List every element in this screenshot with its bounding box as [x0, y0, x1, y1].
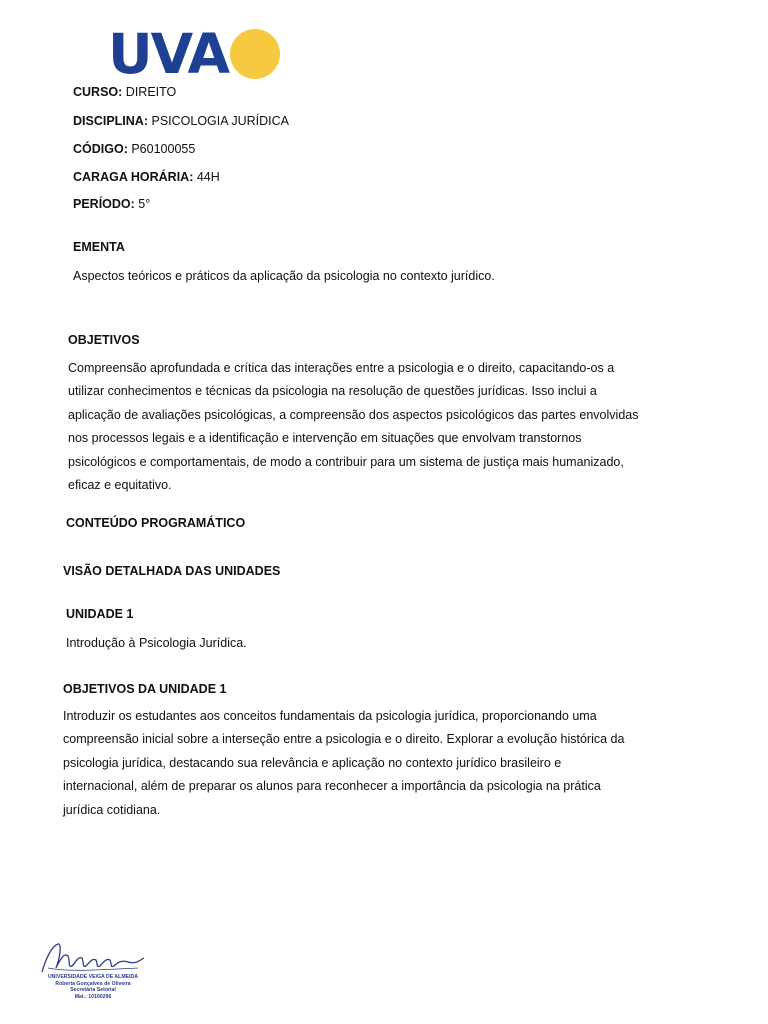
logo-text: UVA [108, 22, 229, 86]
objetivos-paragraph [68, 357, 638, 497]
info-codigo [73, 141, 195, 157]
info-label: PERÍODO: [73, 197, 135, 211]
uva-logo [108, 22, 280, 86]
paragraph-line: psicológicos e comportamentais, de modo a contribuir para um sistema de justiça mais humanizado, [68, 454, 624, 469]
signature-text [38, 974, 148, 1000]
paragraph-line: nos processos legais e a identificação e intervenção em situações que envolvam transtornos [68, 431, 582, 446]
unidade1-title: UNIDADE 1 [66, 607, 134, 621]
paragraph-line: eficaz e equitativo. [68, 478, 172, 493]
signature-line: UNIVERSIDADE VEIGA DE ALMEIDA [47, 974, 139, 980]
handwritten-signature-icon [38, 938, 148, 978]
info-label: CARAGA HORÁRIA: [73, 170, 194, 184]
info-curso [73, 84, 176, 100]
conteudo-programatico-title: CONTEÚDO PROGRAMÁTICO [66, 516, 246, 530]
paragraph-line: jurídica cotidiana. [63, 802, 161, 817]
paragraph-line: aplicação de avaliações psicológicas, a compreensão dos aspectos psicológicos das partes envolvidas [68, 407, 639, 422]
paragraph-line: Compreensão aprofundada e crítica das interações entre a psicologia e o direito, capacitando-os a [68, 361, 615, 375]
logo-circle-icon [230, 29, 280, 79]
info-value: DIREITO [125, 85, 177, 99]
info-label: CÓDIGO: [73, 142, 128, 156]
ementa-title: EMENTA [73, 240, 125, 254]
objetivos-title: OBJETIVOS [68, 333, 140, 347]
info-disciplina [73, 113, 289, 129]
info-label: CURSO: [73, 85, 123, 99]
objetivos-unidade1-paragraph [63, 705, 624, 822]
paragraph-line: compreensão inicial sobre a interseção entre a psicologia e o direito. Explorar a evolução histórica da [63, 732, 625, 747]
unidade1-text: Introdução à Psicologia Jurídica. [66, 636, 247, 650]
info-value: PSICOLOGIA JURÍDICA [151, 114, 290, 128]
ementa-text: Aspectos teóricos e práticos da aplicação da psicologia no contexto jurídico. [73, 269, 495, 283]
signature-line: Mat.: 10100296 [74, 993, 112, 1000]
info-value: 5° [138, 197, 151, 211]
objetivos-unidade1-title: OBJETIVOS DA UNIDADE 1 [63, 682, 227, 696]
info-value: 44H [196, 170, 220, 184]
info-periodo [73, 196, 150, 212]
info-value: P60100055 [131, 142, 196, 156]
info-carga-horaria [73, 169, 220, 185]
paragraph-line: Introduzir os estudantes aos conceitos fundamentais da psicologia jurídica, proporcionando uma [63, 709, 597, 723]
paragraph-line: internacional, além de preparar os alunos para reconhecer a importância da psicologia na prática [63, 779, 601, 794]
signature-line: Secretária Setorial [70, 987, 116, 993]
visao-detalhada-title: VISÃO DETALHADA DAS UNIDADES [63, 564, 281, 578]
signature-stamp [38, 938, 168, 1010]
signature-line: Roberta Gonçalves de Oliveira [55, 980, 131, 987]
paragraph-line: utilizar conhecimentos e técnicas da psicologia na resolução de questões jurídicas. Isso inclui a [68, 384, 597, 399]
info-label: DISCIPLINA: [73, 114, 148, 128]
paragraph-line: psicologia jurídica, destacando sua relevância e aplicação no contexto jurídico brasileiro e [63, 755, 562, 770]
